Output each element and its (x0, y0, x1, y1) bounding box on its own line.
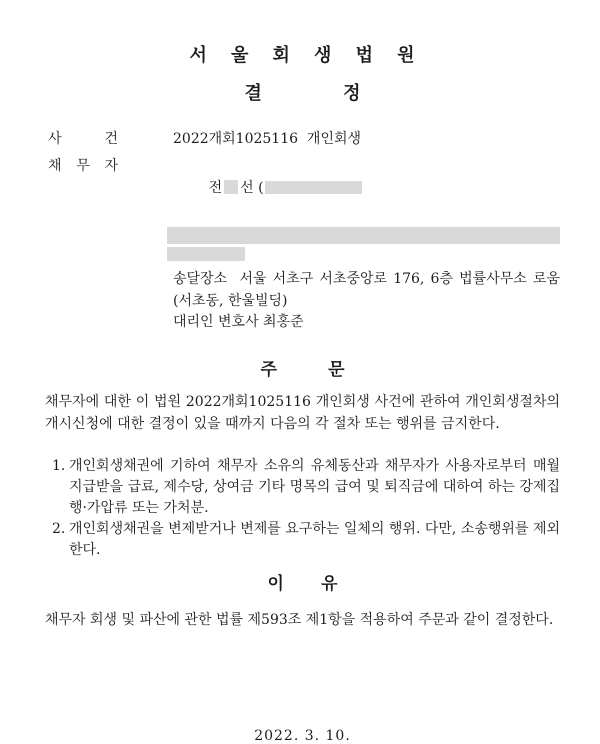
attorney-line: 대리인 변호사 최홍준 (173, 314, 304, 330)
reason-paragraph: 채무자 회생 및 파산에 관한 법률 제593조 제1항을 적용하여 주문과 같이 결정한다. (45, 612, 554, 628)
case-label: 사 건 (48, 131, 118, 147)
debtor-name-last-char: 선 ( (240, 180, 264, 196)
debtor-details (173, 155, 560, 333)
service-address: 송달장소 서울 서초구 서초중앙로 176, 6층 법률사무소 로움(서초동, 한울빌딩) (173, 271, 560, 309)
case-number-row (45, 128, 560, 150)
order-item-number: 1. (52, 458, 66, 474)
reason-section-heading: 이 유 (267, 574, 338, 594)
case-number-value: 2022개회1025116 개인회생 (173, 131, 362, 147)
order-item-number: 2. (52, 521, 66, 537)
order-intro-paragraph: 채무자에 대한 이 법원 2022개회1025116 개인회생 사건에 관하여 개인회생절차의 개시신청에 대한 결정이 있을 때까지 다음의 각 절차 또는 행위를 금지한다. (45, 394, 560, 432)
redaction-box (265, 181, 362, 194)
debtor-row (45, 155, 560, 333)
decision-date: 2022. 3. 10. (254, 728, 351, 744)
redaction-box (224, 180, 238, 194)
redaction-box (167, 227, 560, 244)
debtor-name-line (173, 155, 560, 221)
order-item-list (45, 456, 560, 561)
order-item-text: 개인회생채권을 변제받거나 변제를 요구하는 일체의 행위. 다만, 소송행위를 제외한다. (69, 521, 560, 558)
order-item (52, 456, 560, 519)
order-section-heading: 주 문 (260, 360, 345, 380)
debtor-name-first-char: 전 (208, 180, 223, 196)
debtor-label: 채 무 자 (48, 158, 118, 174)
order-item (52, 519, 560, 561)
document-type-heading: 결 정 (244, 83, 361, 104)
order-item-text: 개인회생채권에 기하여 채무자 소유의 유체동산과 채무자가 사용자로부터 매월 지급받을 급료, 제수당, 상여금 기타 명목의 급여 및 퇴직금에 대하여 하는 강제집행·가압류 또는 가처분. (69, 458, 560, 516)
court-name-title: 서 울 회 생 법 원 (189, 45, 416, 66)
redaction-box (167, 247, 245, 261)
